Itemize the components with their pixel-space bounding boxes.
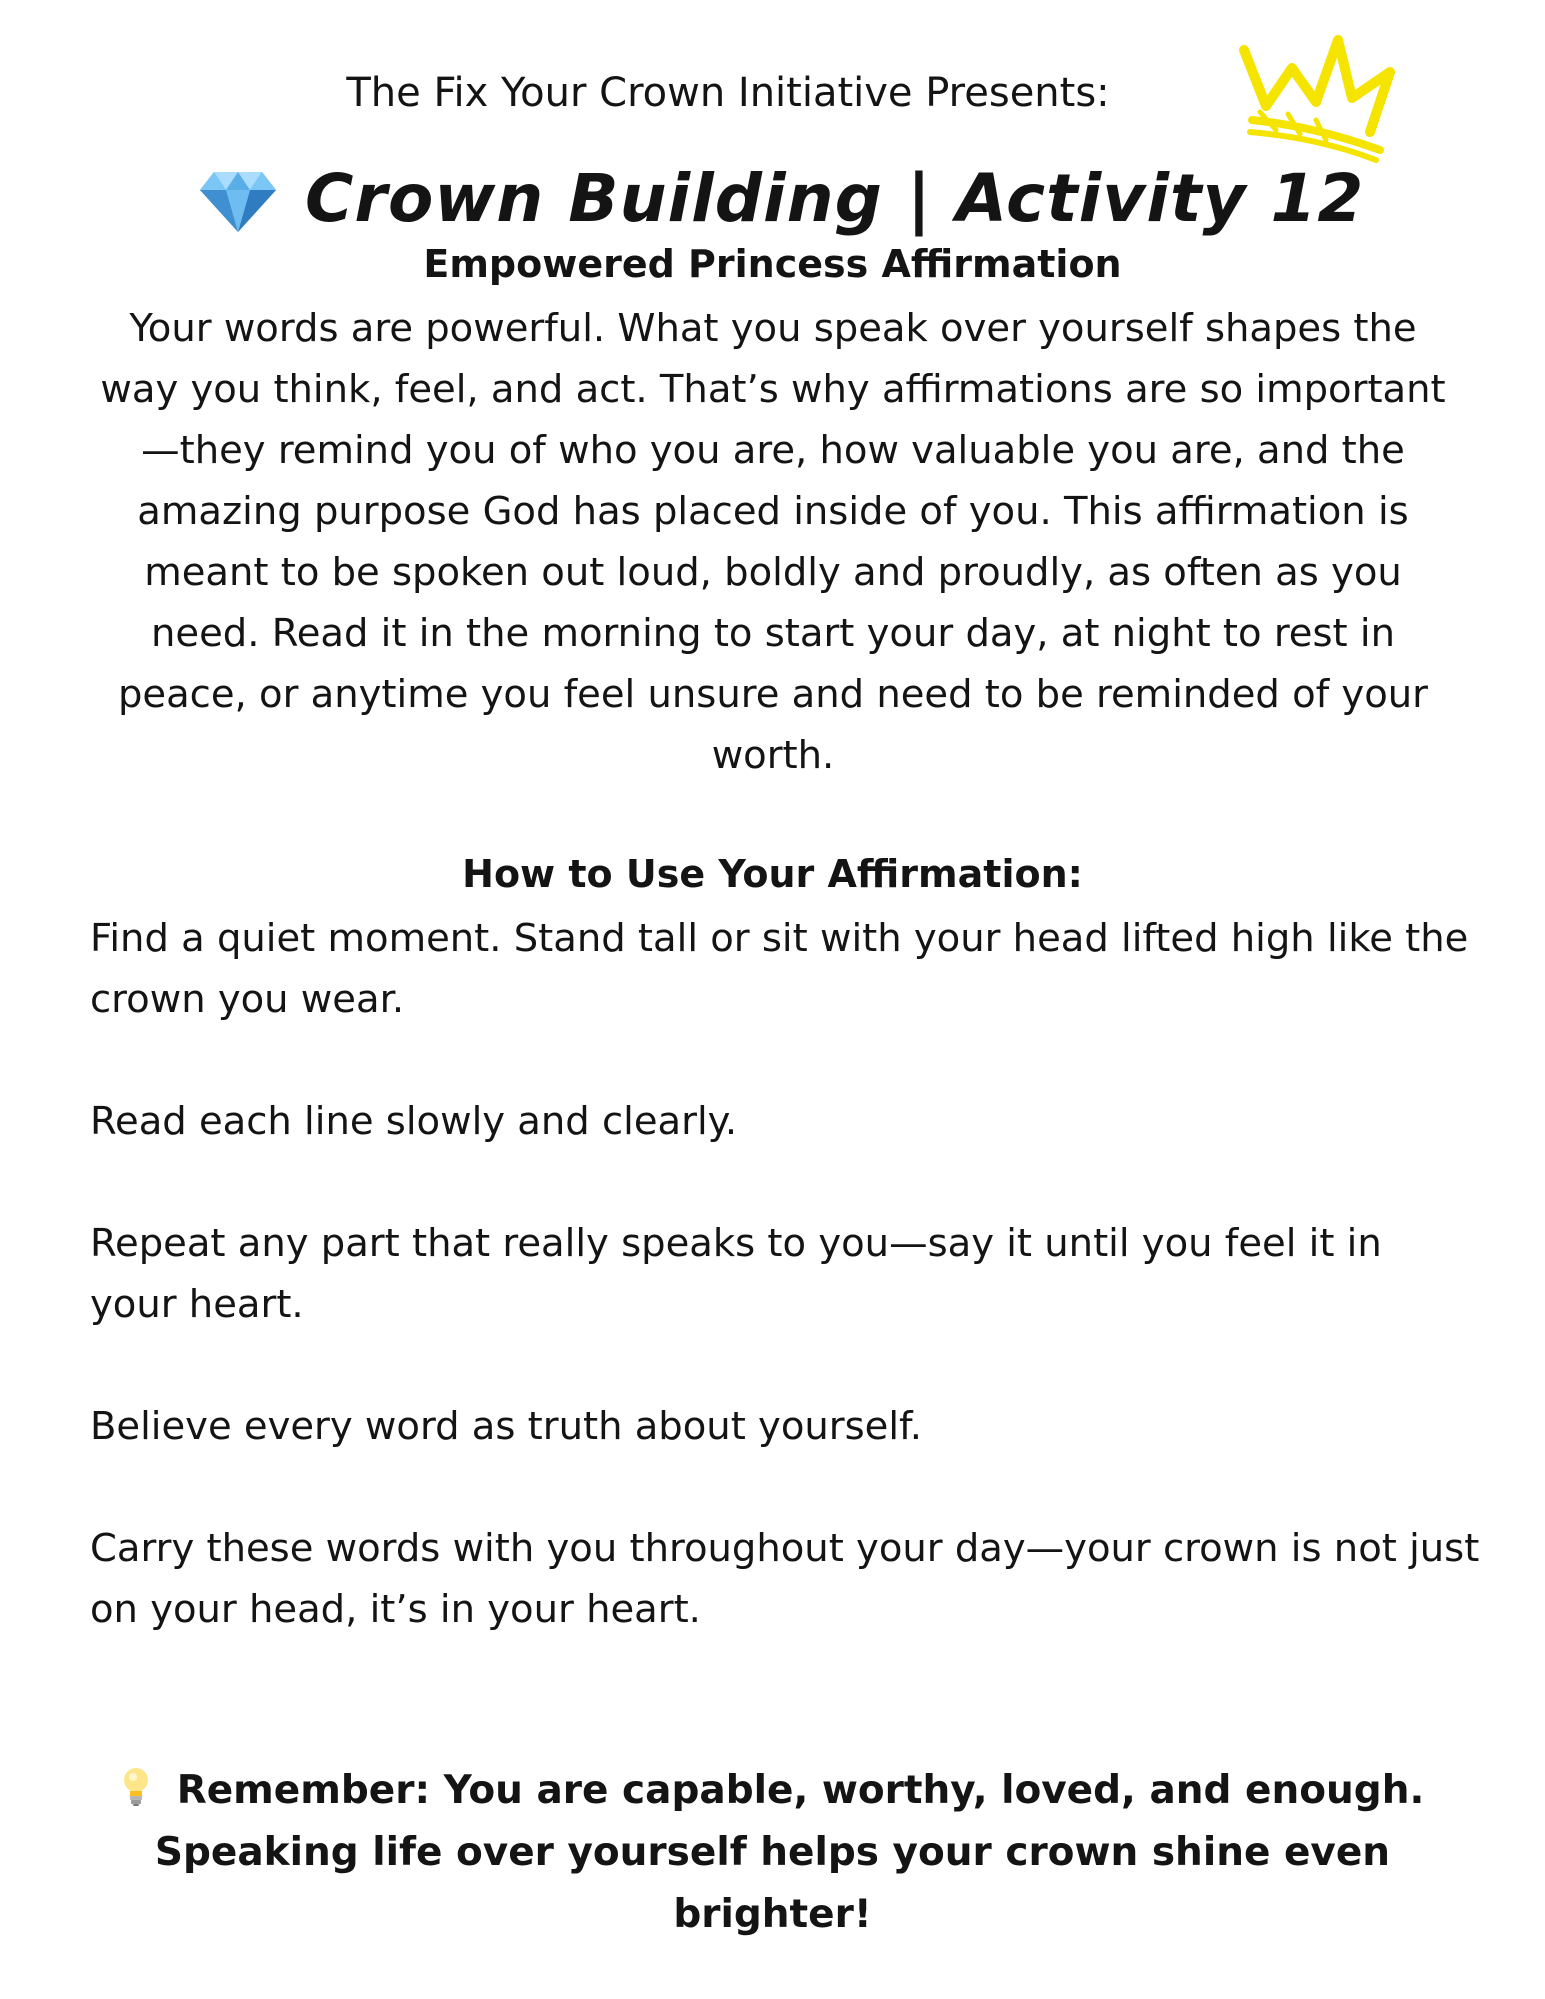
crown-icon bbox=[1230, 28, 1406, 168]
reminder-text: Remember: You are capable, worthy, loved, and enough. Speaking life over yourself helps your crown shine even brighter! bbox=[154, 1768, 1425, 1937]
howto-step: Repeat any part that really speaks to you—say it until you feel it in your heart. bbox=[90, 1221, 1382, 1327]
howto-step: Believe every word as truth about yourself. bbox=[90, 1404, 923, 1449]
presents-line: The Fix Your Crown Initiative Presents: bbox=[346, 70, 1110, 116]
intro-paragraph: Your words are powerful. What you speak over yourself shapes the way you think, feel, and act. That’s why affirmations are so important—they remind you of who you are, how valuable you are, and the amazing purpose God has placed inside of you. This affirmation is meant to be spoken out loud, boldly and proudly, as often as you need. Read it in the morning to start your day, at night to rest in peace, or anytime you feel unsure and need to be reminded of your worth. bbox=[100, 306, 1446, 778]
page-subtitle: Empowered Princess Affirmation bbox=[423, 242, 1122, 286]
howto-heading: How to Use Your Affirmation: bbox=[462, 852, 1083, 896]
lightbulb-icon bbox=[121, 1767, 151, 1807]
page-title: Crown Building | Activity 12 bbox=[305, 160, 1365, 237]
reminder-box bbox=[120, 1760, 1425, 1946]
howto-step: Carry these words with you throughout your day—your crown is not just on your head, it’s in your heart. bbox=[90, 1526, 1480, 1632]
howto-step: Read each line slowly and clearly. bbox=[90, 1099, 738, 1144]
howto-steps bbox=[90, 908, 1480, 1701]
howto-step: Find a quiet moment. Stand tall or sit with your head lifted high like the crown you wear. bbox=[90, 916, 1469, 1022]
title-row bbox=[0, 160, 1545, 250]
gem-icon bbox=[200, 170, 276, 232]
